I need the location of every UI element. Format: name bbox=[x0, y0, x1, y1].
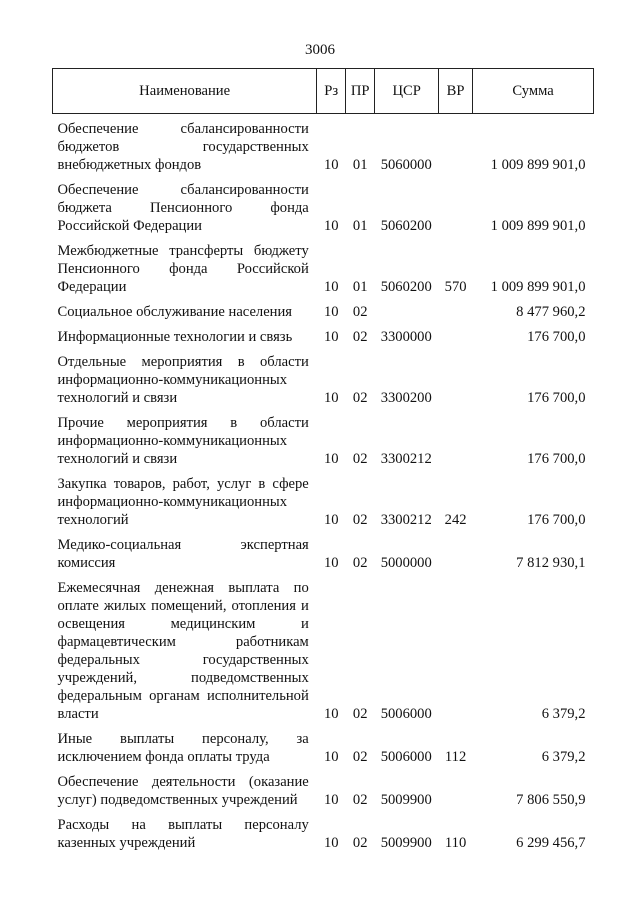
cell-vr bbox=[439, 303, 473, 328]
cell-name: Отдельные мероприятия в области информационно-коммуникационных технологий и связи bbox=[57, 354, 309, 406]
table-row bbox=[53, 414, 594, 475]
cell-vr bbox=[439, 114, 473, 182]
table-row bbox=[53, 303, 594, 328]
cell-rz: 10 bbox=[323, 451, 339, 467]
table-row bbox=[53, 181, 594, 242]
cell-rz: 10 bbox=[323, 390, 339, 406]
cell-csr: 5006000 bbox=[380, 706, 432, 722]
cell-sum: 6 379,2 bbox=[541, 706, 586, 722]
table-body bbox=[53, 114, 594, 860]
cell-csr: 5060000 bbox=[380, 157, 432, 173]
cell-rz: 10 bbox=[323, 157, 339, 173]
cell-csr: 3300000 bbox=[380, 329, 432, 345]
cell-csr: 5009900 bbox=[380, 835, 432, 851]
cell-name: Межбюджетные трансферты бюджету Пенсионного фонда Российской Федерации bbox=[57, 243, 309, 295]
header-sum: Сумма bbox=[473, 69, 594, 114]
cell-sum: 176 700,0 bbox=[527, 512, 586, 528]
cell-csr: 3300212 bbox=[380, 512, 432, 528]
cell-sum: 176 700,0 bbox=[527, 390, 586, 406]
cell-csr: 5006000 bbox=[380, 749, 432, 765]
cell-sum: 6 299 456,7 bbox=[516, 835, 586, 851]
table-row bbox=[53, 475, 594, 536]
budget-table bbox=[52, 68, 594, 859]
cell-pr: 02 bbox=[352, 390, 368, 406]
header-pr: ПР bbox=[346, 69, 375, 114]
cell-vr bbox=[439, 328, 473, 353]
cell-csr: 3300200 bbox=[380, 390, 432, 406]
cell-vr bbox=[439, 181, 473, 242]
cell-pr: 02 bbox=[352, 329, 368, 345]
cell-csr: 5000000 bbox=[380, 555, 432, 571]
table-row bbox=[53, 242, 594, 303]
table-row bbox=[53, 816, 594, 859]
cell-rz: 10 bbox=[323, 555, 339, 571]
cell-rz: 10 bbox=[323, 279, 339, 295]
cell-vr: 110 bbox=[444, 835, 467, 851]
cell-vr: 570 bbox=[444, 279, 467, 295]
table-row bbox=[53, 730, 594, 773]
cell-csr: 5009900 bbox=[380, 792, 432, 808]
cell-name: Ежемесячная денежная выплата по оплате жилых помещений, отопления и освещения медицинским и фармацевтическим работникам федеральных государственных учреждений, подведомственных федеральным органам исполнительной власти bbox=[57, 580, 309, 722]
cell-rz: 10 bbox=[323, 218, 339, 234]
header-name: Наименование bbox=[53, 69, 317, 114]
cell-name: Иные выплаты персоналу, за исключением фонда оплаты труда bbox=[57, 731, 309, 765]
cell-pr: 02 bbox=[352, 835, 368, 851]
cell-sum: 7 806 550,9 bbox=[516, 792, 586, 808]
cell-csr: 3300212 bbox=[380, 451, 432, 467]
header-vr: ВР bbox=[439, 69, 473, 114]
cell-vr bbox=[439, 773, 473, 816]
cell-vr: 112 bbox=[444, 749, 467, 765]
cell-csr: 5060200 bbox=[380, 218, 432, 234]
cell-name: Прочие мероприятия в области информационно-коммуникационных технологий и связи bbox=[57, 415, 309, 467]
cell-sum: 8 477 960,2 bbox=[516, 304, 586, 320]
cell-name: Обеспечение деятельности (оказание услуг) подведомственных учреждений bbox=[57, 774, 309, 808]
cell-pr: 02 bbox=[352, 555, 368, 571]
table-row bbox=[53, 353, 594, 414]
cell-sum: 176 700,0 bbox=[527, 329, 586, 345]
table-row bbox=[53, 536, 594, 579]
cell-pr: 01 bbox=[352, 157, 368, 173]
cell-vr bbox=[439, 353, 473, 414]
cell-pr: 02 bbox=[352, 304, 368, 320]
cell-pr: 02 bbox=[352, 792, 368, 808]
cell-rz: 10 bbox=[323, 512, 339, 528]
cell-name: Медико-социальная экспертная комиссия bbox=[57, 537, 309, 571]
cell-name: Информационные технологии и связь bbox=[57, 329, 293, 345]
cell-csr bbox=[375, 303, 439, 328]
cell-sum: 1 009 899 901,0 bbox=[490, 157, 586, 173]
page-number: 3006 bbox=[305, 42, 335, 58]
cell-pr: 02 bbox=[352, 512, 368, 528]
cell-rz: 10 bbox=[323, 706, 339, 722]
cell-rz: 10 bbox=[323, 329, 339, 345]
cell-rz: 10 bbox=[323, 304, 339, 320]
cell-sum: 7 812 930,1 bbox=[516, 555, 586, 571]
cell-sum: 1 009 899 901,0 bbox=[490, 218, 586, 234]
cell-pr: 02 bbox=[352, 749, 368, 765]
cell-vr bbox=[439, 536, 473, 579]
cell-name: Социальное обслуживание населения bbox=[57, 304, 293, 320]
table-row bbox=[53, 579, 594, 730]
cell-pr: 02 bbox=[352, 451, 368, 467]
cell-rz: 10 bbox=[323, 835, 339, 851]
cell-name: Обеспечение сбалансированности бюджетов государственных внебюджетных фондов bbox=[57, 121, 309, 173]
cell-rz: 10 bbox=[323, 792, 339, 808]
cell-name: Расходы на выплаты персоналу казенных учреждений bbox=[57, 817, 309, 851]
cell-vr bbox=[439, 414, 473, 475]
cell-name: Обеспечение сбалансированности бюджета Пенсионного фонда Российской Федерации bbox=[57, 182, 309, 234]
cell-name: Закупка товаров, работ, услуг в сфере информационно-коммуникационных технологий bbox=[57, 476, 309, 528]
cell-rz: 10 bbox=[323, 749, 339, 765]
cell-sum: 176 700,0 bbox=[527, 451, 586, 467]
cell-csr: 5060200 bbox=[380, 279, 432, 295]
cell-sum: 6 379,2 bbox=[541, 749, 586, 765]
cell-pr: 01 bbox=[352, 279, 368, 295]
table-row bbox=[53, 773, 594, 816]
cell-vr: 242 bbox=[444, 512, 467, 528]
table-row bbox=[53, 328, 594, 353]
cell-pr: 02 bbox=[352, 706, 368, 722]
header-csr: ЦСР bbox=[375, 69, 439, 114]
cell-pr: 01 bbox=[352, 218, 368, 234]
table-row bbox=[53, 114, 594, 182]
cell-vr bbox=[439, 579, 473, 730]
cell-sum: 1 009 899 901,0 bbox=[490, 279, 586, 295]
table-header bbox=[53, 69, 594, 114]
header-rz: Рз bbox=[317, 69, 346, 114]
